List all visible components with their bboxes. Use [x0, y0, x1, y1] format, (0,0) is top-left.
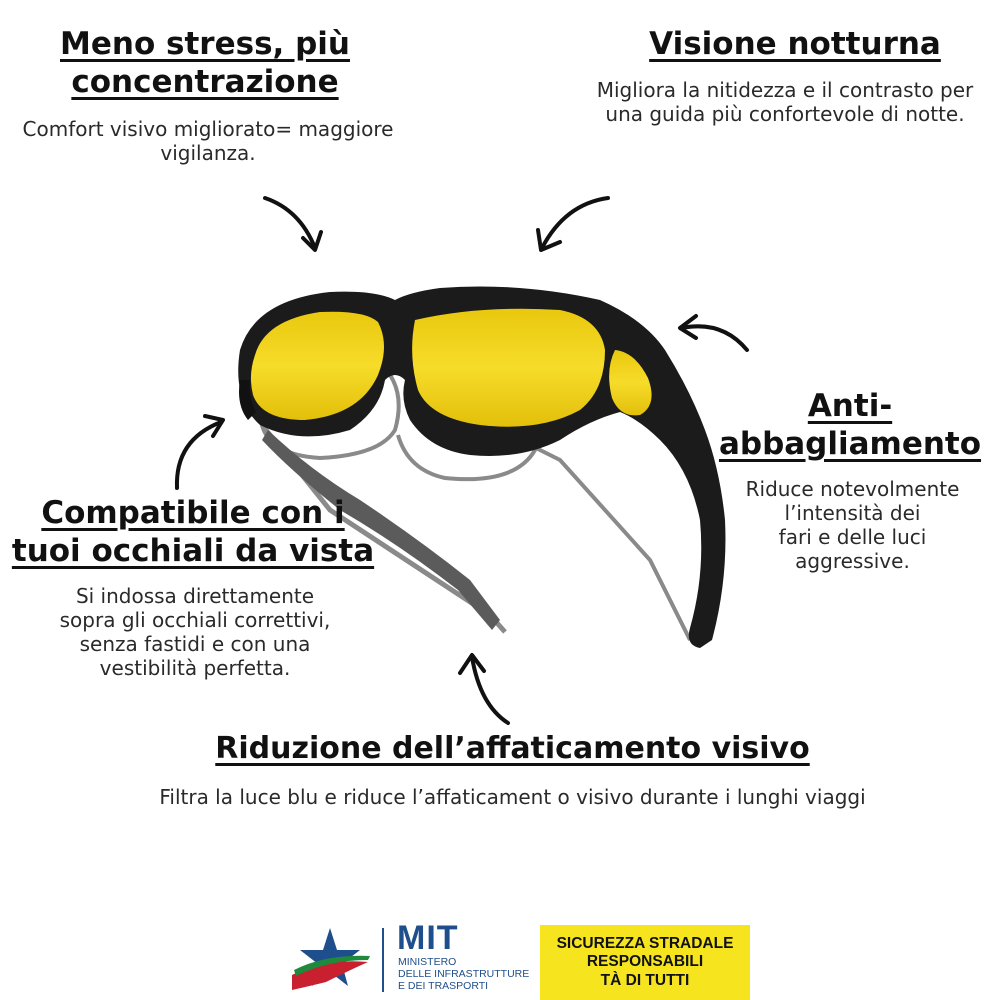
mit-logo-title: MIT	[397, 919, 459, 957]
mit-logo-subtitle	[398, 956, 529, 992]
compatible-heading	[0, 495, 386, 571]
arrow-compatible-icon	[165, 410, 235, 495]
stress-heading	[0, 26, 410, 102]
stress-description-line: vigilanza.	[160, 141, 256, 165]
compatible-description	[0, 584, 390, 680]
right-lens-shape	[412, 309, 605, 427]
stress-description	[0, 117, 416, 165]
road-safety-badge-line: TÀ DI TUTTI	[600, 971, 690, 989]
night-vision-description-line: una guida più confortevole di notte.	[605, 102, 965, 126]
antiglare-description-line: fari e delle luci	[778, 525, 927, 549]
fatigue-heading	[100, 731, 925, 768]
arrow-fatigue-icon	[450, 645, 520, 730]
antiglare-description	[720, 477, 985, 573]
night-vision-heading-line: Visione notturna	[649, 26, 941, 62]
arrow-antiglare-icon	[672, 310, 757, 360]
mit-subtitle-line: DELLE INFRASTRUTTURE	[398, 968, 530, 981]
arrow-night-icon	[530, 190, 620, 260]
mit-logo-divider	[382, 928, 384, 992]
stress-heading-line: concentrazione	[71, 63, 339, 100]
compatible-description-line: senza fastidi e con una	[79, 632, 311, 656]
antiglare-description-line: l’intensità dei	[784, 501, 921, 525]
stress-description-line: Comfort visivo migliorato= maggiore	[22, 117, 394, 141]
mit-subtitle-line: E DEI TRASPORTI	[398, 980, 489, 993]
compatible-heading-line: tuoi occhiali da vista	[11, 532, 375, 569]
night-vision-description-line: Migliora la nitidezza e il contrasto per	[596, 78, 974, 102]
antiglare-description-line: Riduce notevolmente	[745, 477, 960, 501]
stress-heading-line: Meno stress, più	[60, 26, 350, 62]
compatible-heading-line: Compatibile con i	[41, 495, 345, 531]
fatigue-description-line: Filtra la luce blu e riduce l’affaticament o visivo durante i lunghi viaggi	[159, 785, 866, 809]
antiglare-heading	[705, 388, 995, 464]
fatigue-heading-line: Riduzione dell’affaticamento visivo	[215, 731, 810, 766]
antiglare-heading-line: Anti-	[807, 388, 893, 424]
antiglare-heading-line: abbagliamento	[718, 425, 982, 462]
compatible-description-line: sopra gli occhiali correttivi,	[59, 608, 331, 632]
compatible-description-line: Si indossa direttamente	[75, 584, 315, 608]
road-safety-badge	[540, 925, 750, 1000]
night-vision-description	[575, 78, 995, 126]
road-safety-badge-line: RESPONSABILI	[586, 953, 704, 971]
compatible-description-line: vestibilità perfetta.	[99, 656, 291, 680]
mit-subtitle-line: MINISTERO	[398, 956, 457, 968]
fatigue-description	[75, 785, 950, 809]
night-vision-heading	[590, 26, 1000, 64]
arrow-stress-icon	[255, 190, 335, 260]
antiglare-description-line: aggressive.	[795, 549, 910, 573]
road-safety-badge-line: SICUREZZA STRADALE	[556, 934, 734, 952]
